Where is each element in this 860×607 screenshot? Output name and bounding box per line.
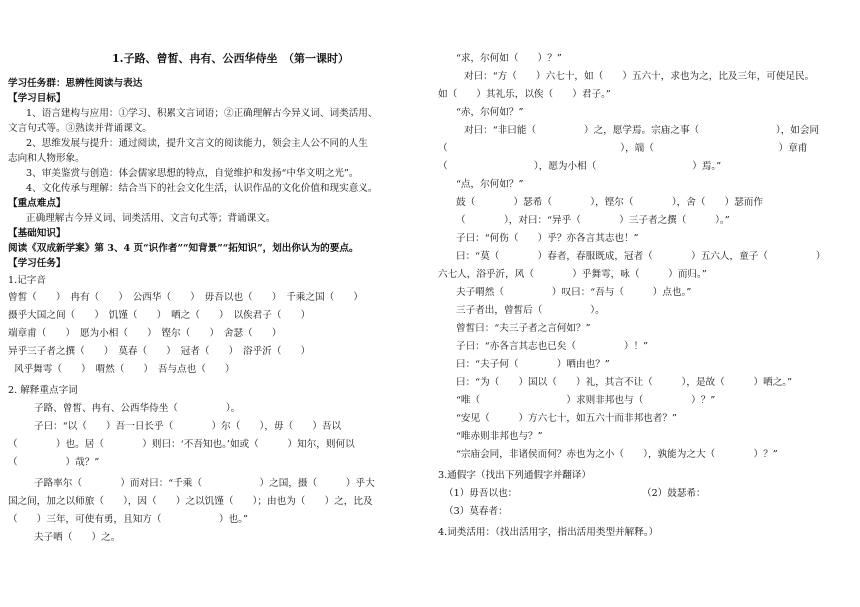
left-line-27: （ ）三年，可使有勇，且知方（ ）也。” <box>8 514 248 525</box>
left-line-17: 端章甫（ ） 愿为小相（ ） 铿尔（ ） 舍瑟（ ） <box>8 328 282 339</box>
right-line-13: 夫子喟然（ ）叹曰：“吾与（ ）点也。” <box>456 287 692 298</box>
right-line-19: “唯（ ）求则非邦也与（ ）？” <box>456 395 716 406</box>
right-line-6: （ ），愿为小相（ ）焉。” <box>438 161 722 172</box>
left-line-28: 夫子哂（ ）之。 <box>34 532 121 543</box>
right-line-20: “安见（ ）方六七十，如五六十而非邦也者？” <box>456 413 677 424</box>
right-line-11: 曰：“莫（ ）春者，春服既成，冠者（ ）五六人，童子（ ） <box>456 251 826 262</box>
right-line-12: 六七人，浴乎沂，风（ ）乎舞雩，咏（ ）而归。” <box>438 269 707 280</box>
left-line-11: 【基础知识】 <box>8 228 66 239</box>
right-line-17: 曰：“夫子何（ ）哂由也？” <box>456 359 610 370</box>
left-line-16: 摄乎大国之间（ ） 饥馑（ ） 哂之（ ） 以俟君子（ ） <box>8 310 311 321</box>
right-line-9: （ ），对曰：“异乎（ ）三子者之撰（ ）。” <box>456 215 730 226</box>
right-line-14: 三子者出，曾皙后（ ）。 <box>456 305 605 316</box>
left-line-10: 正确理解古今异义词、词类活用、文言句式等；背诵课文。 <box>26 213 276 224</box>
right-line-1: 对曰：“方（ ）六七十，如（ ）五六十，求也为之，比及三年，可使足民。 <box>464 71 815 82</box>
left-line-19: 风乎舞雩（ ） 喟然（ ） 吾与点也（ ） <box>14 364 235 375</box>
left-line-22: 子曰：“以（ ）吾一日长乎（ ）尔（ ），毋（ ）吾以 <box>34 421 342 432</box>
right-line-10: 子曰：“何伤（ ）乎？亦各言其志也！” <box>456 233 639 244</box>
left-line-20: 2. 解释重点字词 <box>8 385 78 396</box>
left-line-6: 志向和人物形象。 <box>8 153 85 164</box>
left-line-14: 1.记字音 <box>8 275 46 286</box>
left-line-3: 1、语言建构与应用：①学习、积累文言词语；②正确理解古今异义词、词类活用、 <box>26 108 378 119</box>
left-line-12: 阅读《双成新学案》第 3、4 页“识作者”“知背景”“拓知识”，划出你认为的要点。 <box>8 243 359 254</box>
left-line-13: 【学习任务】 <box>8 258 66 269</box>
left-line-18: 异乎三子者之撰（ ） 莫春（ ） 冠者（ ） 浴乎沂（ ） <box>8 346 311 357</box>
left-line-1: 学习任务群：思辨性阅读与表达 <box>8 78 143 89</box>
right-line-0: “求，尔何如（ ）？” <box>456 53 562 64</box>
right-line-15: 曾皙曰：“夫三子者之言何如？” <box>456 323 591 334</box>
right-line-26: 4.词类活用：（找出活用字，指出活用类型并解释。） <box>438 527 659 538</box>
left-line-26: 国之间，加之以师旅（ ），因（ ）之以饥馑（ ）；由也为（ ）之，比及 <box>8 496 373 507</box>
right-line-23: 3.通假字（找出下列通假字并翻译） <box>438 470 592 481</box>
left-line-21: 子路、曾皙、冉有、公西华侍坐（ ）。 <box>34 403 241 414</box>
right-line-5: （ ），端（ ）章甫 <box>438 143 808 154</box>
right-line-7: “点，尔何如？” <box>456 179 524 190</box>
right-line-18: 曰：“为（ ）国以（ ）礼，其言不让（ ），是故（ ）哂之。” <box>456 377 792 388</box>
right-line-2: 如（ ）其礼乐，以俟（ ）君子。” <box>438 89 611 100</box>
left-line-7: 3、审美鉴赏与创造：体会儒家思想的特点，自觉维护和发扬“中华文明之光”。 <box>26 168 359 179</box>
right-line-16: 子曰：“亦各言其志也已矣（ ）！” <box>456 341 649 352</box>
right-line-25: （3）莫春者： <box>444 506 508 517</box>
left-line-9: 【重点难点】 <box>8 198 66 209</box>
right-line-8: 鼓（ ）瑟希（ ），铿尔（ ），舍（ ）瑟而作 <box>456 197 763 208</box>
right-line-21: “唯赤则非邦也与？” <box>456 431 543 442</box>
right-line-24: （1）毋吾以也： （2）鼓瑟希： <box>444 488 706 499</box>
left-line-2: 【学习目标】 <box>8 93 66 104</box>
left-line-5: 2、思维发展与提升：通过阅读，提升文言文的阅读能力，领会主人公不同的人生 <box>26 138 368 149</box>
left-line-4: 文言句式等。③熟读并背诵课文。 <box>8 123 152 134</box>
left-line-0: 1.子路、曾皙、冉有、公西华侍坐 （第一课时） <box>112 52 349 65</box>
left-line-24: （ ）哉？” <box>8 457 100 468</box>
left-line-23: （ ）也。居（ ）则曰：‘不吾知也。’如或（ ）知尔，则何以 <box>8 439 355 450</box>
left-line-8: 4、文化传承与理解：结合当下的社会文化生活，认识作品的文化价值和现实意义。 <box>26 183 378 194</box>
left-line-25: 子路率尔（ ）而对曰：“千乘（ ）之国，摄（ ）乎大 <box>34 478 375 489</box>
left-line-15: 曾皙（ ） 冉有（ ） 公西华（ ） 毋吾以也（ ） 千乘之国（ ） <box>8 292 363 303</box>
right-line-4: 对曰：“非曰能（ ）之，愿学焉。宗庙之事（ ），如会同 <box>464 125 820 136</box>
right-line-3: “赤，尔何如？” <box>456 107 524 118</box>
right-line-22: “宗庙会同，非诸侯而何？赤也为之小（ ），孰能为之大（ ）？” <box>456 449 778 460</box>
